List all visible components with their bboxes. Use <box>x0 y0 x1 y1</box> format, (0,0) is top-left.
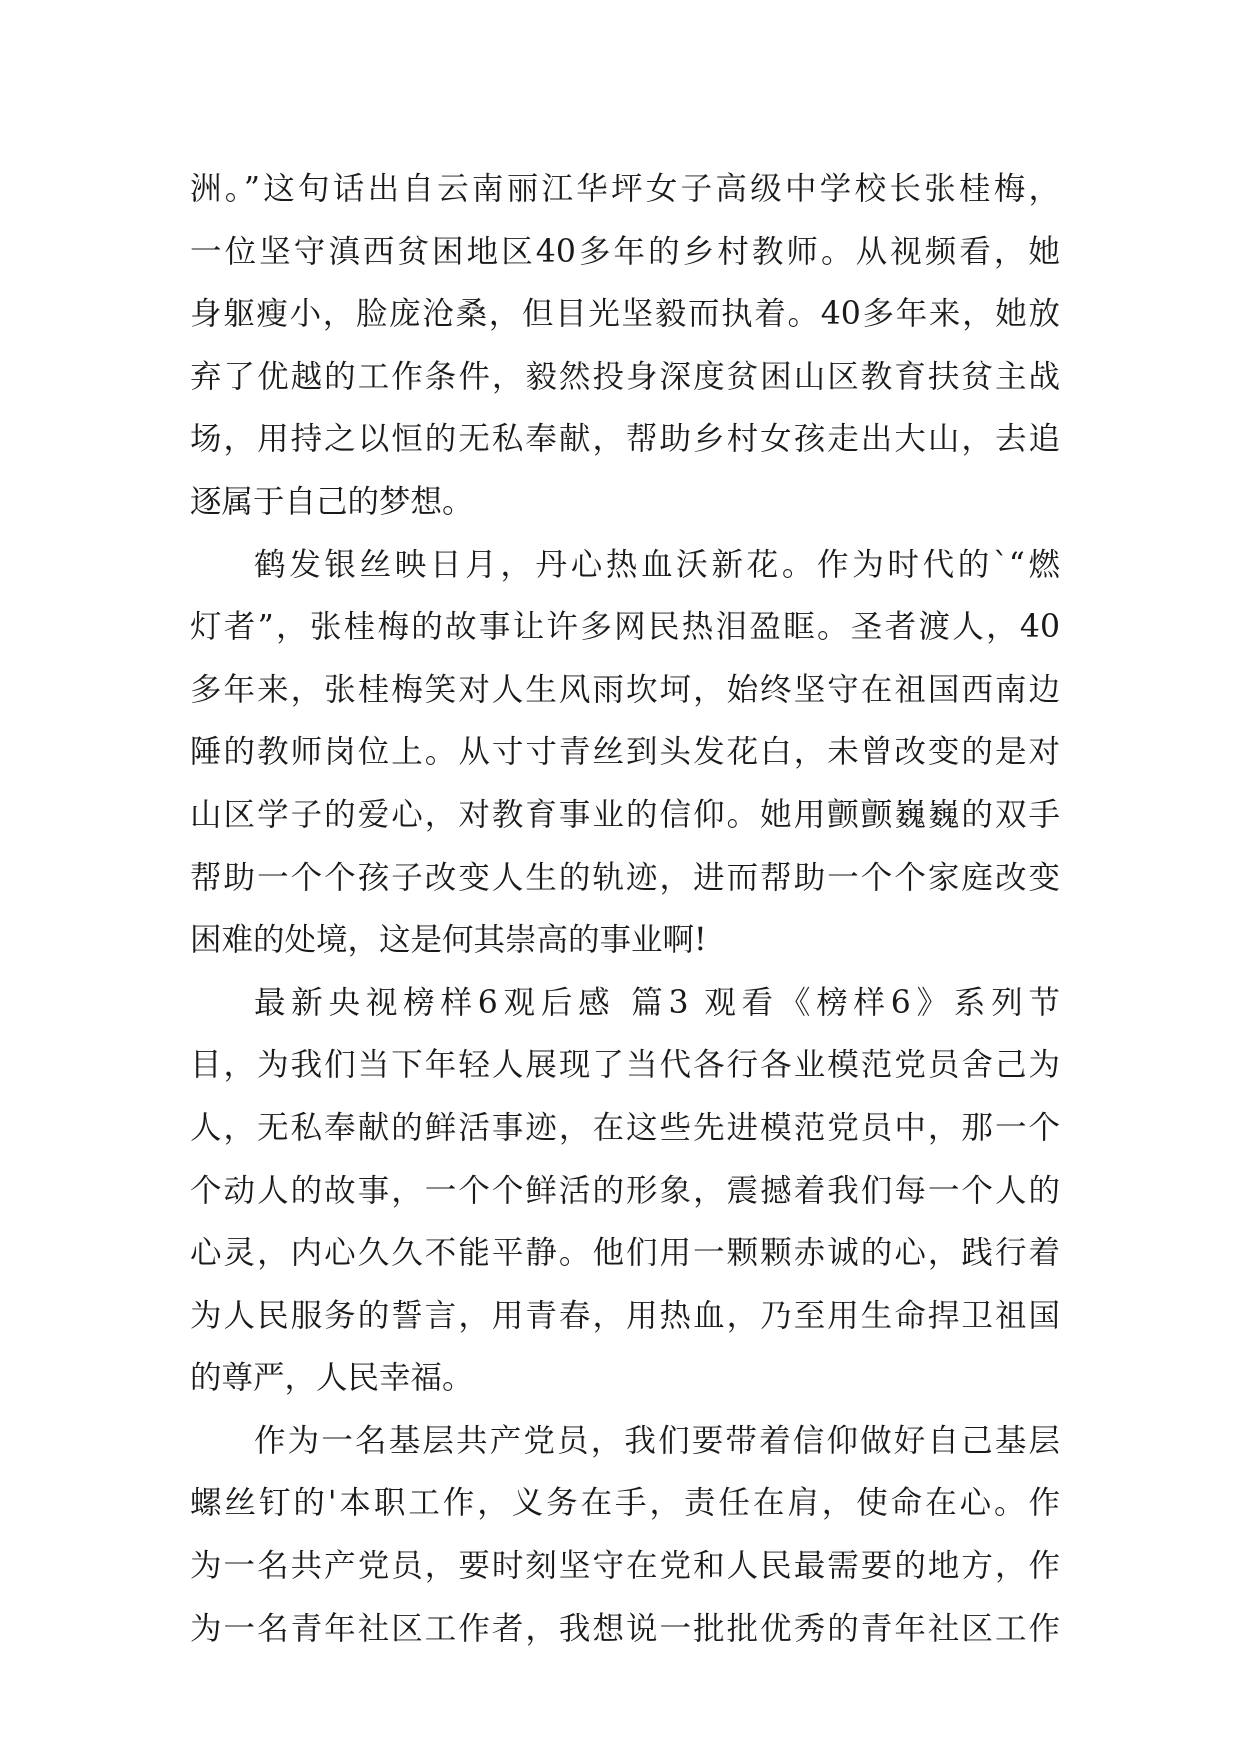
text-line: 身躯瘦小，脸庞沧桑，但目光坚毅而执着。40多年来，她放 <box>190 296 1060 333</box>
text-line: 最新央视榜样6观后感 篇3 观看《榜样6》系列节 <box>254 984 1060 1021</box>
text-line: 螺丝钉的'本职工作，义务在手，责任在肩，使命在心。作 <box>190 1485 1060 1522</box>
text-line: 逐属于自己的梦想。 <box>190 483 474 520</box>
text-line: 个动人的故事，一个个鲜活的形象，震撼着我们每一个人的 <box>190 1172 1060 1209</box>
text-line: 心灵，内心久久不能平静。他们用一颗颗赤诚的心，践行着 <box>190 1235 1060 1272</box>
text-line: 一位坚守滇西贫困地区40多年的乡村教师。从视频看，她 <box>190 233 1060 270</box>
text-line: 多年来，张桂梅笑对人生风雨坎坷，始终坚守在祖国西南边 <box>190 671 1060 708</box>
text-line: 灯者”，张桂梅的故事让许多网民热泪盈眶。圣者渡人，40 <box>190 609 1060 646</box>
text-line: 人，无私奉献的鲜活事迹，在这些先进模范党员中，那一个 <box>190 1109 1060 1146</box>
text-line: 鹤发银丝映日月，丹心热血沃新花。作为时代的`“燃 <box>254 546 1060 583</box>
text-line: 的尊严，人民幸福。 <box>190 1360 474 1397</box>
text-line: 作为一名基层共产党员，我们要带着信仰做好自己基层 <box>254 1422 1060 1459</box>
text-line: 为人民服务的誓言，用青春，用热血，乃至用生命捍卫祖国 <box>190 1297 1060 1334</box>
text-line: 困难的处境，这是何其崇高的事业啊! <box>190 922 707 959</box>
text-line: 山区学子的爱心，对教育事业的信仰。她用颤颤巍巍的双手 <box>190 796 1060 833</box>
document-body <box>190 158 1060 1660</box>
text-line: 目，为我们当下年轻人展现了当代各行各业模范党员舍己为 <box>190 1047 1060 1084</box>
text-line: 帮助一个个孩子改变人生的轨迹，进而帮助一个个家庭改变 <box>190 859 1060 896</box>
text-line: 为一名共产党员，要时刻坚守在党和人民最需要的地方，作 <box>190 1548 1060 1585</box>
text-line: 陲的教师岗位上。从寸寸青丝到头发花白，未曾改变的是对 <box>190 734 1060 771</box>
text-line: 场，用持之以恒的无私奉献，帮助乡村女孩走出大山，去追 <box>190 421 1060 458</box>
text-line: 弃了优越的工作条件，毅然投身深度贫困山区教育扶贫主战 <box>190 358 1060 395</box>
text-line: 洲。”这句话出自云南丽江华坪女子高级中学校长张桂梅， <box>190 171 1060 207</box>
text-line: 为一名青年社区工作者，我想说一批批优秀的青年社区工作 <box>190 1610 1060 1647</box>
